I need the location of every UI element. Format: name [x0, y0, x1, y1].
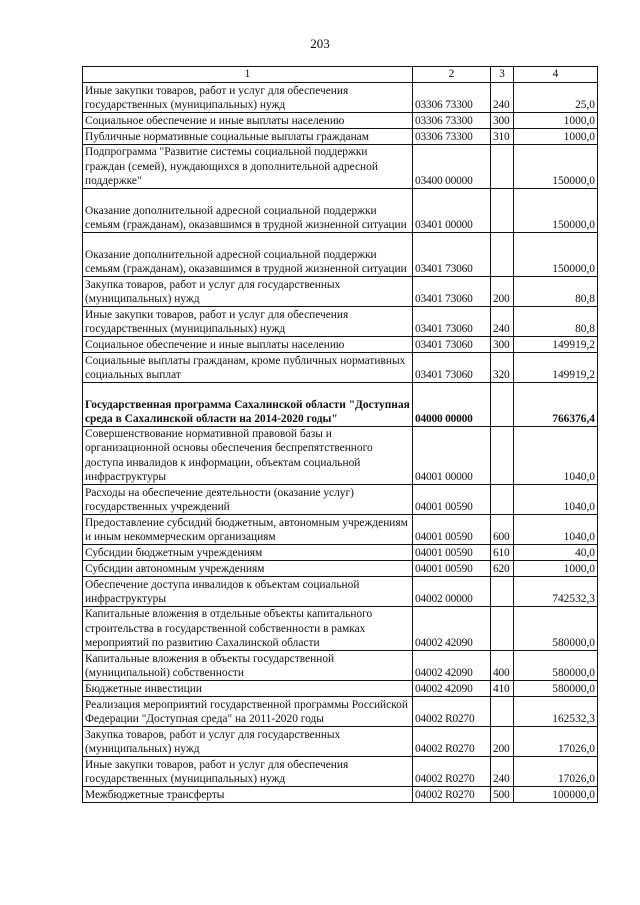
- table-row: [83, 129, 598, 145]
- row-code-cell: 03306 73300: [413, 129, 491, 145]
- row-name-cell: Субсидии автономным учреждениям: [83, 561, 413, 577]
- row-amount-cell: 17026,0: [514, 727, 598, 757]
- table-row: [83, 651, 598, 681]
- row-code-cell: 04000 00000: [413, 383, 491, 427]
- row-code-cell: 03400 00000: [413, 145, 491, 189]
- row-amount-cell: 150000,0: [514, 145, 598, 189]
- row-code-cell: 04001 00000: [413, 427, 491, 485]
- row-amount-cell: 766376,4: [514, 383, 598, 427]
- row-name-cell: Капитальные вложения в отдельные объекты капитального строительства в государственной собственности в рамках мероприятий по развитию Сахалинской области: [83, 607, 413, 651]
- row-type-cell: [491, 607, 514, 651]
- row-type-cell: [491, 233, 514, 277]
- row-code-cell: 04002 00000: [413, 577, 491, 607]
- row-name-cell: Межбюджетные трансферты: [83, 787, 413, 803]
- row-amount-cell: 742532,3: [514, 577, 598, 607]
- row-amount-cell: 580000,0: [514, 651, 598, 681]
- row-name-cell: Публичные нормативные социальные выплаты гражданам: [83, 129, 413, 145]
- table-row: [83, 383, 598, 427]
- column-header-2: 2: [413, 67, 491, 83]
- table-row: [83, 485, 598, 515]
- row-type-cell: [491, 427, 514, 485]
- row-name-cell: Совершенствование нормативной правовой базы и организационной основы обеспечения беспрепятственного доступа инвалидов к информации, объектам социальной инфраструктуры: [83, 427, 413, 485]
- row-amount-cell: 80,8: [514, 277, 598, 307]
- row-amount-cell: 1040,0: [514, 515, 598, 545]
- row-code-cell: 04002 42090: [413, 607, 491, 651]
- row-name-cell: Государственная программа Сахалинской области "Доступная среда в Сахалинской области на 2014-2020 годы": [83, 383, 413, 427]
- table-row: [83, 681, 598, 697]
- budget-table: [82, 66, 598, 803]
- row-code-cell: 03401 73060: [413, 337, 491, 353]
- row-code-cell: 04001 00590: [413, 561, 491, 577]
- row-code-cell: 03401 73060: [413, 353, 491, 383]
- row-name-cell: Капитальные вложения в объекты государственной (муниципальной) собственности: [83, 651, 413, 681]
- row-code-cell: 04002 42090: [413, 651, 491, 681]
- row-name-cell: Оказание дополнительной адресной социальной поддержки семьям (гражданам), оказавшимся в трудной жизненной ситуации: [83, 233, 413, 277]
- table-row: [83, 337, 598, 353]
- row-code-cell: 03401 00000: [413, 189, 491, 233]
- row-code-cell: 04002 R0270: [413, 757, 491, 787]
- row-code-cell: 03401 73060: [413, 277, 491, 307]
- row-type-cell: [491, 485, 514, 515]
- row-type-cell: 300: [491, 113, 514, 129]
- row-name-cell: Иные закупки товаров, работ и услуг для обеспечения государственных (муниципальных) нужд: [83, 757, 413, 787]
- row-code-cell: 04002 42090: [413, 681, 491, 697]
- row-name-cell: Социальное обеспечение и иные выплаты населению: [83, 337, 413, 353]
- row-code-cell: 04001 00590: [413, 485, 491, 515]
- table-body: [83, 83, 598, 803]
- row-amount-cell: 1000,0: [514, 113, 598, 129]
- row-amount-cell: 80,8: [514, 307, 598, 337]
- row-type-cell: [491, 697, 514, 727]
- row-amount-cell: 162532,3: [514, 697, 598, 727]
- row-amount-cell: 150000,0: [514, 233, 598, 277]
- table-row: [83, 307, 598, 337]
- column-header-4: 4: [514, 67, 598, 83]
- row-type-cell: 500: [491, 787, 514, 803]
- row-code-cell: 04001 00590: [413, 545, 491, 561]
- row-name-cell: Закупка товаров, работ и услуг для государственных (муниципальных) нужд: [83, 727, 413, 757]
- row-amount-cell: 580000,0: [514, 607, 598, 651]
- table-row: [83, 233, 598, 277]
- row-type-cell: 240: [491, 307, 514, 337]
- row-name-cell: Иные закупки товаров, работ и услуг для обеспечения государственных (муниципальных) нужд: [83, 83, 413, 113]
- row-type-cell: 600: [491, 515, 514, 545]
- row-amount-cell: 1000,0: [514, 561, 598, 577]
- row-code-cell: 04002 R0270: [413, 787, 491, 803]
- row-amount-cell: 100000,0: [514, 787, 598, 803]
- table-row: [83, 545, 598, 561]
- row-name-cell: Реализация мероприятий государственной программы Российской Федерации "Доступная среда" на 2011-2020 годы: [83, 697, 413, 727]
- row-amount-cell: 25,0: [514, 83, 598, 113]
- table-row: [83, 577, 598, 607]
- row-type-cell: 410: [491, 681, 514, 697]
- row-code-cell: 03306 73300: [413, 113, 491, 129]
- page-number: 203: [310, 36, 330, 51]
- table-row: [83, 697, 598, 727]
- row-name-cell: Иные закупки товаров, работ и услуг для обеспечения государственных (муниципальных) нужд: [83, 307, 413, 337]
- row-type-cell: 200: [491, 277, 514, 307]
- table-row: [83, 427, 598, 485]
- table-row: [83, 83, 598, 113]
- table-header-row: [83, 67, 598, 83]
- row-name-cell: Социальное обеспечение и иные выплаты населению: [83, 113, 413, 129]
- row-name-cell: Закупка товаров, работ и услуг для государственных (муниципальных) нужд: [83, 277, 413, 307]
- table-row: [83, 607, 598, 651]
- table-row: [83, 277, 598, 307]
- row-code-cell: 03401 73060: [413, 233, 491, 277]
- row-name-cell: Бюджетные инвестиции: [83, 681, 413, 697]
- row-name-cell: Предоставление субсидий бюджетным, автономным учреждениям и иным некоммерческим организациям: [83, 515, 413, 545]
- table-row: [83, 561, 598, 577]
- row-code-cell: 04002 R0270: [413, 727, 491, 757]
- row-amount-cell: 149919,2: [514, 353, 598, 383]
- row-type-cell: 240: [491, 757, 514, 787]
- table-row: [83, 113, 598, 129]
- table-row: [83, 727, 598, 757]
- row-amount-cell: 17026,0: [514, 757, 598, 787]
- column-header-1: 1: [83, 67, 413, 83]
- row-type-cell: 320: [491, 353, 514, 383]
- row-code-cell: 04001 00590: [413, 515, 491, 545]
- row-amount-cell: 1040,0: [514, 427, 598, 485]
- row-amount-cell: 150000,0: [514, 189, 598, 233]
- row-name-cell: Расходы на обеспечение деятельности (оказание услуг) государственных учреждений: [83, 485, 413, 515]
- row-name-cell: Подпрограмма "Развитие системы социальной поддержки граждан (семей), нуждающихся в дополнительной адресной поддержке": [83, 145, 413, 189]
- row-code-cell: 03401 73060: [413, 307, 491, 337]
- row-amount-cell: 149919,2: [514, 337, 598, 353]
- row-name-cell: Обеспечение доступа инвалидов к объектам социальной инфраструктуры: [83, 577, 413, 607]
- row-amount-cell: 1000,0: [514, 129, 598, 145]
- row-type-cell: 620: [491, 561, 514, 577]
- row-type-cell: 400: [491, 651, 514, 681]
- row-amount-cell: 40,0: [514, 545, 598, 561]
- table-row: [83, 353, 598, 383]
- row-name-cell: Субсидии бюджетным учреждениям: [83, 545, 413, 561]
- row-type-cell: 310: [491, 129, 514, 145]
- row-amount-cell: 1040,0: [514, 485, 598, 515]
- row-type-cell: [491, 145, 514, 189]
- row-type-cell: [491, 383, 514, 427]
- row-type-cell: 610: [491, 545, 514, 561]
- table-row: [83, 145, 598, 189]
- column-header-3: 3: [491, 67, 514, 83]
- row-name-cell: Социальные выплаты гражданам, кроме публичных нормативных социальных выплат: [83, 353, 413, 383]
- row-type-cell: 300: [491, 337, 514, 353]
- row-code-cell: 04002 R0270: [413, 697, 491, 727]
- row-type-cell: 240: [491, 83, 514, 113]
- row-name-cell: Оказание дополнительной адресной социальной поддержки семьям (гражданам), оказавшимся в трудной жизненной ситуации: [83, 189, 413, 233]
- table-row: [83, 757, 598, 787]
- row-type-cell: 200: [491, 727, 514, 757]
- row-type-cell: [491, 577, 514, 607]
- table-row: [83, 787, 598, 803]
- row-code-cell: 03306 73300: [413, 83, 491, 113]
- row-amount-cell: 580000,0: [514, 681, 598, 697]
- table-row: [83, 189, 598, 233]
- row-type-cell: [491, 189, 514, 233]
- table-row: [83, 515, 598, 545]
